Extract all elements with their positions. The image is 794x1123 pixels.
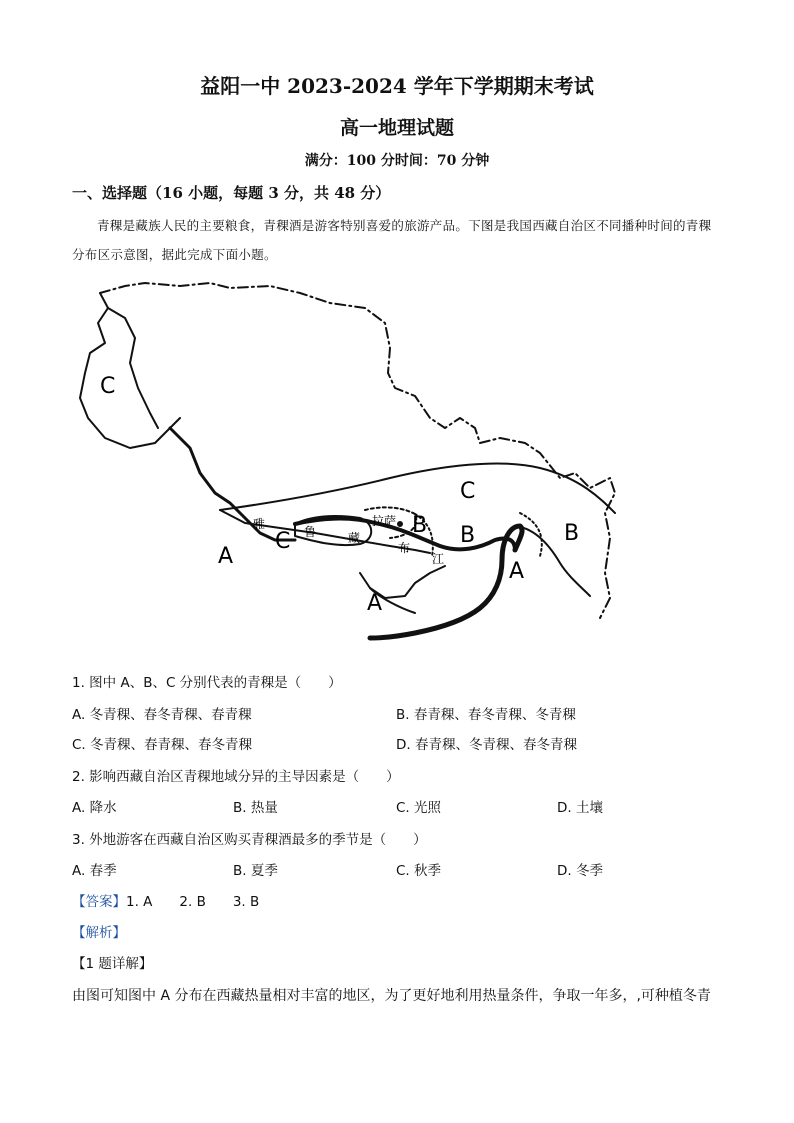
answer-values: 1. A 2. B 3. B xyxy=(126,894,260,910)
exam-meta: 满分：100 分时间：70 分钟 xyxy=(304,153,490,169)
boundary-dashdot xyxy=(100,283,615,618)
zone-label-b-east: B xyxy=(564,521,580,546)
question-2-stem: 2. 影响西藏自治区青稞地域分异的主导因素是（ ） xyxy=(72,769,400,785)
zone-label-a-east: A xyxy=(509,559,525,584)
river-char-bu: 布 xyxy=(398,541,411,555)
tibet-barley-map xyxy=(70,278,630,650)
detail-label: 【1 题详解】 xyxy=(72,956,153,972)
zone-label-a-south: A xyxy=(367,591,383,616)
exam-subtitle: 高一地理试题 xyxy=(339,117,454,139)
question-2-option-a[interactable]: A. 降水 xyxy=(72,800,117,816)
question-1-stem: 1. 图中 A、B、C 分别代表的青稞是（ ） xyxy=(72,675,342,691)
detail-text: 由图可知图中 A 分布在西藏热量相对丰富的地区，为了更好地利用热量条件，争取一年多，,可种植冬青 xyxy=(72,988,711,1004)
city-label-lhasa: 拉萨 xyxy=(372,514,397,528)
zone-line-c-west xyxy=(108,308,158,428)
zone-label-a-west: A xyxy=(218,544,234,569)
section-intro: 青稞是藏族人民的主要粮食，青稞酒是游客特别喜爱的旅游产品。下图是我国西藏自治区不同播种时间的青稞分布区示意图，据此完成下面小题。 xyxy=(72,218,712,262)
zone-label-b-lhasa: B xyxy=(412,513,428,538)
question-3-option-d[interactable]: D. 冬季 xyxy=(557,863,603,879)
zone-label-c-north: C xyxy=(460,479,476,504)
river-char-zang: 藏 xyxy=(348,531,361,545)
lhasa-dot xyxy=(397,521,403,527)
answer-label: 【答案】 xyxy=(72,894,126,910)
river-char-lu: 鲁 xyxy=(304,525,317,539)
question-3-option-b[interactable]: B. 夏季 xyxy=(233,863,278,879)
boundary-west xyxy=(80,293,180,448)
question-1-option-b[interactable]: B. 春青稞、春冬青稞、冬青稞 xyxy=(396,707,576,723)
zone-label-c-west: C xyxy=(100,374,116,399)
section-heading: 一、选择题（16 小题，每题 3 分，共 48 分） xyxy=(72,184,391,202)
question-2-option-d[interactable]: D. 土壤 xyxy=(557,800,603,816)
question-3-stem: 3. 外地游客在西藏自治区购买青稞酒最多的季节是（ ） xyxy=(72,832,427,848)
question-1-option-c[interactable]: C. 冬青稞、春青稞、春冬青稞 xyxy=(72,737,253,753)
boundary-south xyxy=(170,428,295,540)
zone-line-c-north xyxy=(220,463,615,513)
question-1-option-a[interactable]: A. 冬青稞、春冬青稞、春青稞 xyxy=(72,707,252,723)
question-2-option-b[interactable]: B. 热量 xyxy=(233,800,278,816)
analysis-label: 【解析】 xyxy=(72,925,126,941)
river-east xyxy=(370,526,525,638)
question-3-option-a[interactable]: A. 春季 xyxy=(72,863,117,879)
question-2-option-c[interactable]: C. 光照 xyxy=(396,800,442,816)
exam-title: 益阳一中 2023-2024 学年下学期期末考试 xyxy=(200,74,594,98)
question-1-option-d[interactable]: D. 春青稞、冬青稞、春冬青稞 xyxy=(396,737,577,753)
zone-label-c-mid: C xyxy=(275,529,291,554)
river-char-jiang: 江 xyxy=(432,552,445,566)
river-char-ya: 雅 xyxy=(253,517,266,531)
answer-line xyxy=(72,890,259,910)
zone-label-b-mid: B xyxy=(460,523,476,548)
question-3-option-c[interactable]: C. 秋季 xyxy=(396,863,442,879)
